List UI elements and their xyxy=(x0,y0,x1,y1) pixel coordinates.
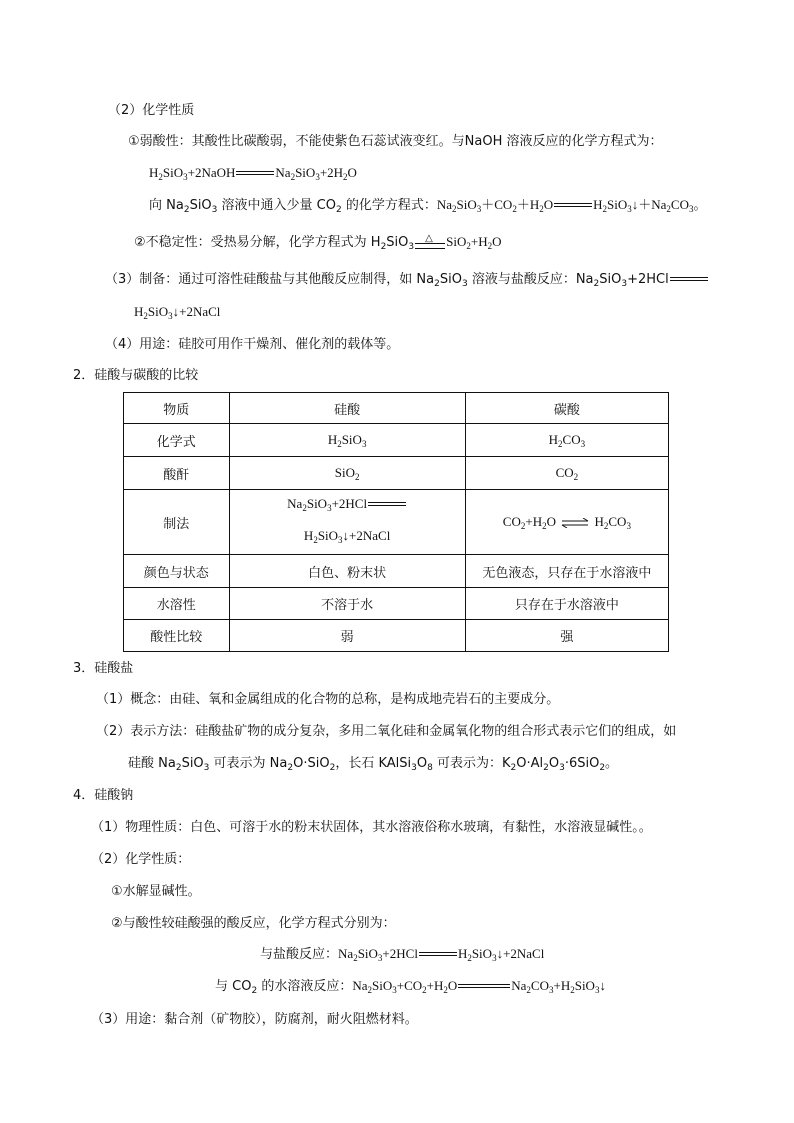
equals-sign xyxy=(236,169,274,179)
unstable-text xyxy=(134,233,502,256)
prep-eq-line1 xyxy=(230,490,465,522)
heat-icon: △ xyxy=(425,232,433,244)
equation-co2 xyxy=(149,196,706,219)
table-cell: 水溶性 xyxy=(124,588,230,620)
table-cell: 酸性比较 xyxy=(124,620,230,652)
table-row xyxy=(124,424,669,457)
carbonic-right: $H_2CO_3$ xyxy=(594,513,631,531)
equation-naoh xyxy=(149,164,357,186)
table-cell: 强 xyxy=(465,620,668,652)
table-cell: 物质 xyxy=(124,393,230,424)
eq-prefix: 与盐酸反应： xyxy=(260,947,339,962)
table-cell: 碳酸 xyxy=(465,393,668,424)
eq-right: $H_2SiO_3↓+Na_2CO_3$。 xyxy=(593,197,707,214)
eq-right: $SiO_2+H_2O$ xyxy=(446,234,502,251)
s2-heading: （2）化学性质 xyxy=(108,103,195,118)
equals-sign xyxy=(554,201,592,211)
table-cell: $H_2SiO_3$ xyxy=(229,424,465,457)
eq-left: $Na_2SiO_3+CO_2+H_2O$ xyxy=(436,197,554,214)
equals-sign xyxy=(419,950,457,960)
table-cell: 弱 xyxy=(229,620,465,652)
physical-properties: （1）物理性质：白色、可溶于水的粉末状固体，其水溶液俗称水玻璃，有黏性，水溶液显碱性。。 xyxy=(91,820,652,835)
comparison-table xyxy=(123,392,669,652)
table-cell: 不溶于水 xyxy=(229,588,465,620)
table-cell: $CO_2$ xyxy=(465,457,668,490)
chemical-properties: （2）化学性质： xyxy=(91,852,191,867)
eq-left: $H_2SiO_3+2NaOH$ xyxy=(149,165,236,182)
weak-acid-text: ①弱酸性：其酸性比碳酸弱，不能使紫色石蕊试液变红。与NaOH 溶液反应的化学方程式为： xyxy=(128,134,663,149)
table-cell: 无色液态，只存在于水溶液中 xyxy=(465,555,668,588)
table-cell: 硅酸 xyxy=(229,393,465,424)
table-cell: 颜色与状态 xyxy=(124,555,230,588)
usage-text: （4）用途：硅胶可用作干燥剂、催化剂的载体等。 xyxy=(105,337,400,352)
silicate-concept: （1）概念：由硅、氧和金属组成的化合物的总称，是构成地壳岩石的主要成分。 xyxy=(96,692,560,707)
eq-right: $Na_2SiO_3+2H_2O$ xyxy=(275,165,357,182)
table-cell: 化学式 xyxy=(124,424,230,457)
eq-left: $Na_2SiO_3+2HCl$ xyxy=(338,946,418,963)
table-cell xyxy=(465,490,668,555)
table-row xyxy=(124,555,669,588)
equals-sign xyxy=(458,982,510,992)
carbonic-left: $CO_2+H_2O$ xyxy=(502,513,556,531)
sec2-title: 2．硅酸与碳酸的比较 xyxy=(73,368,199,383)
table-row xyxy=(124,588,669,620)
silicate-notation: （2）表示方法：硅酸盐矿物的成分复杂，多用二氧化硅和金属氧化物的组合形式表示它们的组成，如 xyxy=(96,724,677,739)
eq-left: $Na_2SiO_3+CO_2+H_2O$ xyxy=(352,978,458,995)
eq-prefix: 向 $Na_2SiO_3$ 溶液中通入少量 $CO_2$ 的化学方程式： xyxy=(149,198,437,215)
hydrolysis-text: ①水解显碱性。 xyxy=(111,884,201,899)
table-cell: SiO$_2$ xyxy=(229,457,465,490)
prep-text xyxy=(105,271,709,293)
eq-right: $Na_2CO_3+H_2SiO_3↓$ xyxy=(511,978,606,995)
sec4-title: 4．硅酸钠 xyxy=(73,788,134,803)
eq-prefix: 与 $CO_2$ 的水溶液反应： xyxy=(215,979,353,996)
equation-hcl xyxy=(260,945,544,967)
table-row xyxy=(124,620,669,652)
prep-cont: $H_2SiO_3↓+2NaCl$ xyxy=(134,304,221,321)
equals-sign xyxy=(670,275,708,285)
table-cell: $H_2CO_3$ xyxy=(465,424,668,457)
table-cell: 制法 xyxy=(124,490,230,555)
silicate-notation-cont: 硅酸 $Na_2SiO_3$ 可表示为 $Na_2O\cdot SiO_2$，长石 $KAlSi_3O_8$ 可表示为：$K_2O\cdot Al_2O_3\cdot 6SiO_2$。 xyxy=(128,756,619,773)
acid-reaction-text: ②与酸性较硅酸强的酸反应，化学方程式分别为： xyxy=(111,916,396,931)
table-cell: 酸酐 xyxy=(124,457,230,490)
heat-equals-sign xyxy=(415,232,445,249)
table-cell: 只存在于水溶液中 xyxy=(465,588,668,620)
sec3-title: 3．硅酸盐 xyxy=(73,661,134,676)
table-cell: 白色、粉末状 xyxy=(229,555,465,588)
eq-right: $H_2SiO_3↓+2NaCl$ xyxy=(457,946,545,963)
reversible-arrow-icon xyxy=(561,518,589,528)
table-cell xyxy=(229,490,465,555)
table-row xyxy=(124,490,669,555)
prep-eq-line2: $H_2SiO_3↓+2NaCl$ xyxy=(303,528,391,545)
equation-co2-solution xyxy=(215,977,606,1000)
prep-eq-left: $Na_2SiO_3+2HCl$ xyxy=(287,496,368,513)
table-row xyxy=(124,457,669,490)
unstable-label: ②不稳定性：受热易分解，化学方程式为 $H_2SiO_3$ xyxy=(134,235,415,252)
equals-sign xyxy=(368,500,406,510)
usage-sodium-silicate: （3）用途：黏合剂（矿物胶），防腐剂，耐火阻燃材料。 xyxy=(91,1012,418,1027)
prep-label: （3）制备：通过可溶性硅酸盐与其他酸反应制得，如 $Na_2SiO_3$ 溶液与盐酸反应：$Na_2SiO_3+2HCl$ xyxy=(105,272,669,289)
table-header-row xyxy=(124,393,669,424)
